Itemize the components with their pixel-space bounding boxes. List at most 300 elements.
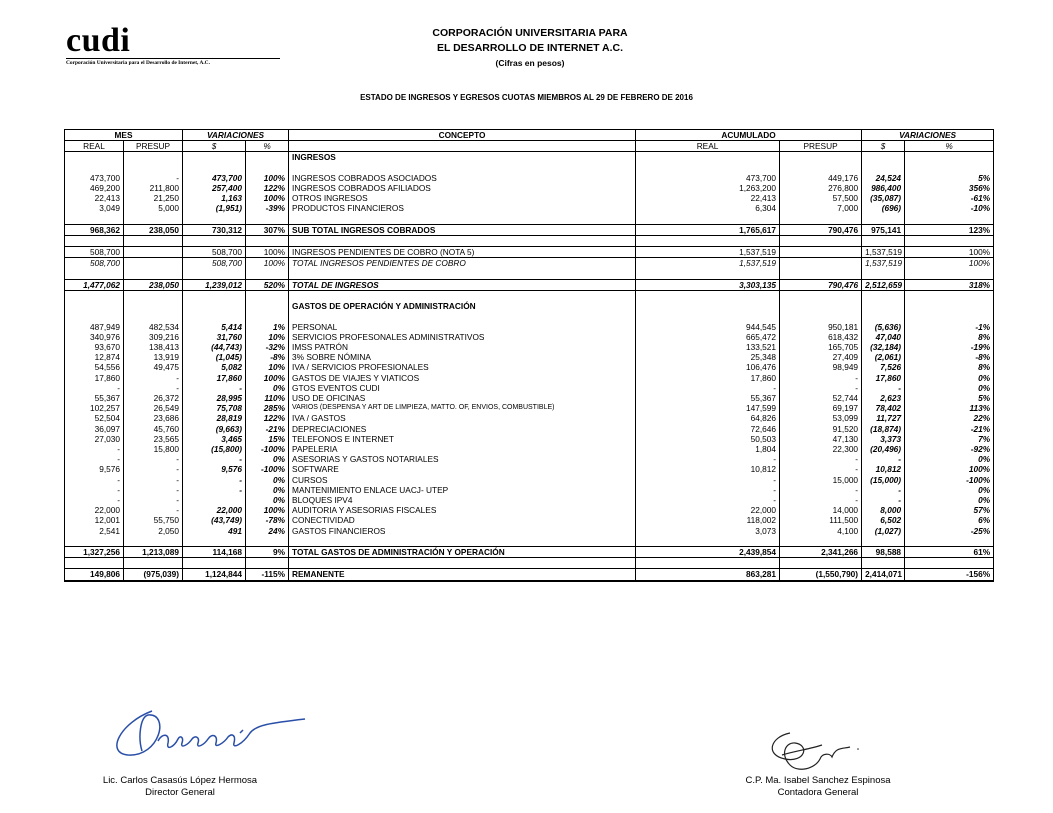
var-amount-cell: 28,819 [183, 413, 246, 423]
table-row [65, 183, 994, 193]
acum-var-amount-cell: (2,061) [862, 352, 905, 362]
concepto-cell: TELEFONOS E INTERNET [289, 434, 636, 444]
acum-var-pct-cell: 100% [905, 464, 994, 474]
acum-real-cell: 473,700 [710, 173, 780, 183]
presup-cell: - [124, 505, 183, 515]
acum-presup-header: PRESUP [780, 141, 862, 152]
concepto-cell: TOTAL DE INGRESOS [289, 279, 636, 290]
concepto-cell: SERVICIOS PROFESONALES ADMINISTRATIVOS [289, 332, 636, 342]
acum-var-pct-cell: 356% [905, 183, 994, 193]
acum-var-amount-cell: (20,496) [862, 444, 905, 454]
concepto-cell: SUB TOTAL INGRESOS COBRADOS [289, 224, 636, 235]
presup-cell [124, 247, 183, 258]
acum-var-amount-cell: 1,537,519 [862, 247, 905, 258]
acum-var-amount-cell: 2,414,071 [862, 569, 905, 581]
acum-var-amount-cell: 7,526 [862, 362, 905, 372]
var-amount-cell: (9,663) [183, 424, 246, 434]
table-row [65, 383, 994, 393]
accountant-name: C.P. Ma. Isabel Sanchez Espinosa [745, 775, 891, 786]
acum-var-pct-cell: -8% [905, 352, 994, 362]
acum-presup-cell: 4,100 [780, 526, 862, 536]
var-amount-cell: 31,760 [183, 332, 246, 342]
accountant-block [718, 775, 918, 799]
acumulado-header: ACUMULADO [636, 130, 862, 141]
accountant-signature [760, 725, 870, 780]
acum-real-cell: 1,537,519 [710, 258, 780, 269]
var-amount-cell: 257,400 [183, 183, 246, 193]
var-amount-cell: 473,700 [183, 173, 246, 183]
real-cell: - [65, 495, 124, 505]
acum-real-cell: 147,599 [710, 403, 780, 413]
acum-var-pct-cell: -61% [905, 193, 994, 203]
acum-var-amount-cell: - [862, 485, 905, 495]
var-pct-cell: 100% [246, 247, 289, 258]
concepto-cell: CONECTIVIDAD [289, 515, 636, 525]
var-amount-cell: - [183, 475, 246, 485]
acum-var-amount-cell: 2,623 [862, 393, 905, 403]
var-amount-cell [183, 495, 246, 505]
concepto-cell: TOTAL INGRESOS PENDIENTES DE COBRO [289, 258, 636, 269]
var-pct-cell: 100% [246, 505, 289, 515]
acum-real-cell: 665,472 [710, 332, 780, 342]
presup-cell: 26,372 [124, 393, 183, 403]
acum-var-pct-cell: -10% [905, 203, 994, 213]
logo-wordmark: cudi [66, 22, 131, 59]
presup-cell: 309,216 [124, 332, 183, 342]
statement-title: ESTADO DE INGRESOS Y EGRESOS CUOTAS MIEMBROS AL 29 DE FEBRERO DE 2016 [360, 93, 693, 102]
table-row [65, 247, 994, 258]
concepto-cell: PRODUCTOS FINANCIEROS [289, 203, 636, 213]
acum-presup-cell: 27,409 [780, 352, 862, 362]
var-amount-cell: - [183, 383, 246, 393]
acum-dollar-header: $ [862, 141, 905, 152]
acum-real-cell: 2,439,854 [710, 547, 780, 558]
acum-var-pct-cell: 0% [905, 373, 994, 383]
var-pct-cell: 100% [246, 258, 289, 269]
real-cell: 149,806 [65, 569, 124, 581]
acum-real-cell: 944,545 [710, 322, 780, 332]
section-row [65, 152, 994, 163]
var-amount-cell: 491 [183, 526, 246, 536]
acum-presup-cell: 618,432 [780, 332, 862, 342]
real-cell: 469,200 [65, 183, 124, 193]
cudi-logo [66, 22, 280, 66]
acum-var-pct-cell: 7% [905, 434, 994, 444]
acum-presup-cell: 14,000 [780, 505, 862, 515]
var-amount-cell: 3,465 [183, 434, 246, 444]
concepto-cell: GTOS EVENTOS CUDI [289, 383, 636, 393]
presup-cell: - [124, 173, 183, 183]
acum-var-amount-cell: 24,524 [862, 173, 905, 183]
concepto-cell: GASTOS FINANCIEROS [289, 526, 636, 536]
acum-real-cell: 22,000 [710, 505, 780, 515]
table-row [65, 444, 994, 454]
acum-real-cell: 17,860 [710, 373, 780, 383]
acum-presup-cell: 2,341,266 [780, 547, 862, 558]
concepto-cell: GASTOS DE VIAJES Y VIATICOS [289, 373, 636, 383]
presup-cell: 23,686 [124, 413, 183, 423]
real-cell: 508,700 [65, 247, 124, 258]
var-pct-cell: -8% [246, 352, 289, 362]
concepto-cell: REMANENTE [289, 569, 636, 581]
acum-real-header: REAL [636, 141, 780, 152]
presup-cell: 138,413 [124, 342, 183, 352]
presup-cell: - [124, 454, 183, 464]
acum-real-cell: - [710, 495, 780, 505]
acum-real-cell: 3,303,135 [710, 279, 780, 290]
acum-var-amount-cell: 78,402 [862, 403, 905, 413]
acum-var-amount-cell: 11,727 [862, 413, 905, 423]
acum-real-cell: 3,073 [710, 526, 780, 536]
acum-presup-cell: 790,476 [780, 224, 862, 235]
acum-presup-cell: 91,520 [780, 424, 862, 434]
acum-presup-cell: - [780, 495, 862, 505]
table-row [65, 258, 994, 269]
var-amount-cell: - [183, 454, 246, 464]
acum-var-amount-cell: (696) [862, 203, 905, 213]
accountant-title: Contadora General [777, 787, 859, 798]
acum-var-amount-cell: 8,000 [862, 505, 905, 515]
acum-real-cell: 106,476 [710, 362, 780, 372]
spacer-row [65, 311, 994, 321]
acum-real-cell: - [710, 383, 780, 393]
acum-var-amount-cell: - [862, 454, 905, 464]
var-pct-cell: 0% [246, 383, 289, 393]
table-row [65, 393, 994, 403]
concepto-cell: SOFTWARE [289, 464, 636, 474]
var-pct-cell: 100% [246, 193, 289, 203]
presup-cell: 238,050 [124, 279, 183, 290]
var-amount-cell: 1,124,844 [183, 569, 246, 581]
presup-cell: 2,050 [124, 526, 183, 536]
var-pct-cell: 15% [246, 434, 289, 444]
real-cell: 3,049 [65, 203, 124, 213]
concepto-cell: OTROS INGRESOS [289, 193, 636, 203]
variaciones-header-right: VARIACIONES [862, 130, 994, 141]
acum-var-pct-cell: -92% [905, 444, 994, 454]
acum-presup-cell: 276,800 [780, 183, 862, 193]
acum-var-amount-cell: (35,087) [862, 193, 905, 203]
mes-header: MES [65, 130, 183, 141]
var-pct-cell: -21% [246, 424, 289, 434]
table-row [65, 526, 994, 536]
concepto-cell: CURSOS [289, 475, 636, 485]
acum-var-pct-cell: 0% [905, 454, 994, 464]
acum-var-pct-cell: 0% [905, 485, 994, 495]
concepto-cell: INGRESOS COBRADOS ASOCIADOS [289, 173, 636, 183]
acum-var-pct-cell: 61% [905, 547, 994, 558]
acum-var-pct-cell: 5% [905, 393, 994, 403]
presup-cell: 15,800 [124, 444, 183, 454]
real-cell: 1,477,062 [65, 279, 124, 290]
table-row [65, 569, 994, 581]
concepto-header: CONCEPTO [289, 130, 636, 141]
real-cell: 968,362 [65, 224, 124, 235]
var-pct-cell: 10% [246, 332, 289, 342]
concepto-cell: AUDITORIA Y ASESORIAS FISCALES [289, 505, 636, 515]
table-row [65, 475, 994, 485]
table-row [65, 413, 994, 423]
acum-var-amount-cell: (1,027) [862, 526, 905, 536]
real-cell: 102,257 [65, 403, 124, 413]
concepto-cell: VARIOS (DESPENSA Y ART DE LIMPIEZA, MATTO. OF, ENVIOS, COMBUSTIBLE) [289, 403, 636, 413]
variaciones-header-left: VARIACIONES [183, 130, 289, 141]
concepto-cell: DEPRECIACIONES [289, 424, 636, 434]
spacer-row [65, 269, 994, 280]
var-pct-cell: -78% [246, 515, 289, 525]
director-block [80, 775, 280, 799]
document-header [380, 26, 680, 71]
concepto-cell: TOTAL GASTOS DE ADMINISTRACIÓN Y OPERACIÓN [289, 547, 636, 558]
table-row [65, 424, 994, 434]
table-row [65, 464, 994, 474]
acum-var-pct-cell: 0% [905, 383, 994, 393]
acum-real-cell: 1,804 [710, 444, 780, 454]
acum-var-amount-cell: 3,373 [862, 434, 905, 444]
spacer-row [65, 236, 994, 247]
acum-presup-cell: 15,000 [780, 475, 862, 485]
acum-presup-cell: 7,000 [780, 203, 862, 213]
var-pct-cell: 9% [246, 547, 289, 558]
acum-var-pct-cell: 318% [905, 279, 994, 290]
var-amount-cell: 508,700 [183, 258, 246, 269]
real-cell: 93,670 [65, 342, 124, 352]
acum-presup-cell: - [780, 485, 862, 495]
acum-var-pct-cell: 113% [905, 403, 994, 413]
concepto-cell: 3% SOBRE NÓMINA [289, 352, 636, 362]
concepto-cell: USO DE OFICINAS [289, 393, 636, 403]
acum-presup-cell: 52,744 [780, 393, 862, 403]
real-cell: 473,700 [65, 173, 124, 183]
var-pct-cell: 520% [246, 279, 289, 290]
var-amount-cell: 508,700 [183, 247, 246, 258]
concepto-cell: INGRESOS COBRADOS AFILIADOS [289, 183, 636, 193]
var-amount-cell: 1,163 [183, 193, 246, 203]
acum-var-amount-cell: 6,502 [862, 515, 905, 525]
acum-presup-cell: - [780, 373, 862, 383]
acum-real-cell: 64,826 [710, 413, 780, 423]
acum-var-amount-cell: (18,874) [862, 424, 905, 434]
acum-var-pct-cell: 6% [905, 515, 994, 525]
presup-header: PRESUP [124, 141, 183, 152]
real-header: REAL [65, 141, 124, 152]
var-pct-cell: -100% [246, 464, 289, 474]
real-cell: 9,576 [65, 464, 124, 474]
real-cell: 55,367 [65, 393, 124, 403]
var-pct-cell: 307% [246, 224, 289, 235]
acum-presup-cell: 111,500 [780, 515, 862, 525]
header-line-1: CORPORACIÓN UNIVERSITARIA PARA [432, 27, 628, 39]
real-cell: 36,097 [65, 424, 124, 434]
var-amount-cell: (1,951) [183, 203, 246, 213]
table-row [65, 495, 994, 505]
spacer-row [65, 214, 994, 225]
var-amount-cell: (1,045) [183, 352, 246, 362]
director-title: Director General [145, 787, 215, 798]
acum-var-pct-cell: 123% [905, 224, 994, 235]
director-name: Lic. Carlos Casasús López Hermosa [102, 775, 258, 786]
acum-real-cell: 50,503 [710, 434, 780, 444]
real-cell: 508,700 [65, 258, 124, 269]
acum-var-pct-cell: 22% [905, 413, 994, 423]
var-pct-cell: 285% [246, 403, 289, 413]
director-signature [100, 693, 320, 773]
acum-real-cell: 1,537,519 [710, 247, 780, 258]
spacer-row [65, 290, 994, 301]
var-pct-cell: -115% [246, 569, 289, 581]
acum-presup-cell: - [780, 454, 862, 464]
acum-presup-cell: - [780, 464, 862, 474]
acum-presup-cell: 47,130 [780, 434, 862, 444]
var-amount-cell: (43,749) [183, 515, 246, 525]
table-row [65, 362, 994, 372]
concepto-sub-header [289, 141, 636, 152]
presup-cell: 55,750 [124, 515, 183, 525]
var-pct-cell: -100% [246, 444, 289, 454]
acum-var-amount-cell: (15,000) [862, 475, 905, 485]
acum-var-pct-cell: 100% [905, 258, 994, 269]
table-row [65, 342, 994, 352]
presup-cell: 26,549 [124, 403, 183, 413]
table-row [65, 434, 994, 444]
acum-presup-cell: 950,181 [780, 322, 862, 332]
income-statement-table [64, 129, 994, 582]
var-pct-cell: 0% [246, 454, 289, 464]
real-cell: 1,327,256 [65, 547, 124, 558]
table-row [65, 505, 994, 515]
real-cell: - [65, 383, 124, 393]
real-cell: 2,541 [65, 526, 124, 536]
presup-cell: 482,534 [124, 322, 183, 332]
var-amount-cell: 9,576 [183, 464, 246, 474]
presup-cell: - [124, 485, 183, 495]
table-row [65, 173, 994, 183]
acum-var-amount-cell: (5,636) [862, 322, 905, 332]
var-amount-cell: 17,860 [183, 373, 246, 383]
acum-presup-cell: - [780, 383, 862, 393]
acum-var-pct-cell: 8% [905, 362, 994, 372]
var-amount-cell: - [183, 485, 246, 495]
presup-cell: (975,039) [124, 569, 183, 581]
acum-var-amount-cell: 1,537,519 [862, 258, 905, 269]
acum-presup-cell: 790,476 [780, 279, 862, 290]
acum-var-pct-cell: 8% [905, 332, 994, 342]
table-row [65, 352, 994, 362]
concepto-cell: PERSONAL [289, 322, 636, 332]
acum-var-amount-cell: 47,040 [862, 332, 905, 342]
var-amount-cell: 1,239,012 [183, 279, 246, 290]
presup-cell [124, 258, 183, 269]
acum-var-pct-cell: -25% [905, 526, 994, 536]
acum-presup-cell: 22,300 [780, 444, 862, 454]
var-amount-cell: 75,708 [183, 403, 246, 413]
acum-real-cell: 1,765,617 [710, 224, 780, 235]
real-cell: 52,504 [65, 413, 124, 423]
real-cell: 22,413 [65, 193, 124, 203]
table-row [65, 332, 994, 342]
acum-var-pct-cell: 100% [905, 247, 994, 258]
acum-var-pct-cell: 0% [905, 495, 994, 505]
spacer-row [65, 163, 994, 173]
acum-presup-cell [780, 258, 862, 269]
table-row [65, 224, 994, 235]
header-row-2 [65, 141, 994, 152]
presup-cell: - [124, 475, 183, 485]
acum-var-amount-cell: - [862, 495, 905, 505]
var-pct-cell: 100% [246, 373, 289, 383]
acum-presup-cell: 449,176 [780, 173, 862, 183]
section-title: GASTOS DE OPERACIÓN Y ADMINISTRACIÓN [289, 301, 636, 311]
acum-real-cell: - [710, 454, 780, 464]
var-pct-cell: 24% [246, 526, 289, 536]
acum-var-pct-cell: -156% [905, 569, 994, 581]
presup-cell: 21,250 [124, 193, 183, 203]
real-cell: 54,556 [65, 362, 124, 372]
table-row [65, 485, 994, 495]
var-amount-cell: (15,800) [183, 444, 246, 454]
acum-var-amount-cell: 2,512,659 [862, 279, 905, 290]
var-pct-cell: 122% [246, 183, 289, 193]
acum-real-cell: 6,304 [710, 203, 780, 213]
acum-var-pct-cell: 57% [905, 505, 994, 515]
var-pct-cell: 100% [246, 173, 289, 183]
table-row [65, 373, 994, 383]
var-pct-cell: 122% [246, 413, 289, 423]
var-amount-cell: 5,414 [183, 322, 246, 332]
table-row [65, 322, 994, 332]
var-pct-cell: 10% [246, 362, 289, 372]
acum-var-amount-cell: (32,184) [862, 342, 905, 352]
presup-cell: - [124, 373, 183, 383]
pct-header: % [246, 141, 289, 152]
real-cell: 487,949 [65, 322, 124, 332]
acum-real-cell: 118,002 [710, 515, 780, 525]
table-row [65, 193, 994, 203]
acum-var-amount-cell: 17,860 [862, 373, 905, 383]
real-cell: - [65, 444, 124, 454]
presup-cell: - [124, 464, 183, 474]
var-amount-cell: 114,168 [183, 547, 246, 558]
acum-var-pct-cell: -19% [905, 342, 994, 352]
presup-cell: - [124, 383, 183, 393]
var-amount-cell: (44,743) [183, 342, 246, 352]
logo-subtitle: Corporación Universitaria para el Desarrollo de Internet, A.C. [66, 60, 210, 66]
acum-real-cell: 863,281 [710, 569, 780, 581]
section-row [65, 301, 994, 311]
var-pct-cell: -39% [246, 203, 289, 213]
real-cell: 12,874 [65, 352, 124, 362]
acum-real-cell: 55,367 [710, 393, 780, 403]
acum-presup-cell: 57,500 [780, 193, 862, 203]
acum-presup-cell: 69,197 [780, 403, 862, 413]
acum-real-cell: - [710, 485, 780, 495]
acum-real-cell: 133,521 [710, 342, 780, 352]
table-row [65, 279, 994, 290]
presup-cell: 1,213,089 [124, 547, 183, 558]
acum-real-cell: 10,812 [710, 464, 780, 474]
real-cell: 22,000 [65, 505, 124, 515]
acum-presup-cell [780, 247, 862, 258]
acum-presup-cell: 98,949 [780, 362, 862, 372]
presup-cell: 45,760 [124, 424, 183, 434]
concepto-cell: BLOQUES IPV4 [289, 495, 636, 505]
presup-cell: 238,050 [124, 224, 183, 235]
spacer-row [65, 558, 994, 569]
table-row [65, 203, 994, 213]
concepto-cell: IVA / SERVICIOS PROFESIONALES [289, 362, 636, 372]
var-pct-cell: 0% [246, 485, 289, 495]
presup-cell: 5,000 [124, 203, 183, 213]
